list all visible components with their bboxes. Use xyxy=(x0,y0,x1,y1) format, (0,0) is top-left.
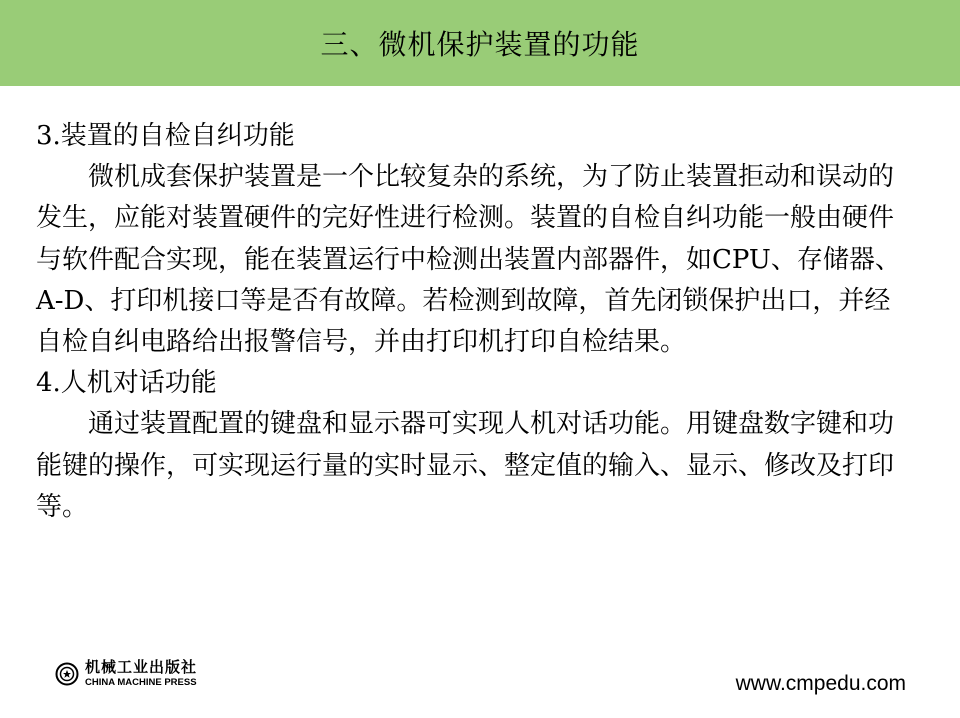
slide-title: 三、微机保护装置的功能 xyxy=(320,28,640,61)
publisher-name-cn: 机械工业出版社 xyxy=(85,658,198,676)
slide-content xyxy=(36,116,916,528)
publisher-logo xyxy=(55,660,197,688)
title-bar xyxy=(0,0,960,86)
section-heading-self-check: 3.装置的自检自纠功能 xyxy=(36,121,295,151)
section-heading-hmi: 4.人机对话功能 xyxy=(36,368,217,399)
publisher-name-en: CHINA MACHINE PRESS xyxy=(85,677,197,688)
paragraph-self-check: 微机成套保护装置是一个比较复杂的系统，为了防止装置拒动和误动的发生，应能对装置硬件的完好性进行检测。装置的自检自纠功能一般由硬件与软件配合实现，能在装置运行中检测出装置内部器件，如CPU、存储器、A-D、打印机接口等是否有故障。若检测到故障，首先闭锁保护出口，并经自检自纠电路给出报警信号，并由打印机打印自检结果。 xyxy=(36,162,901,358)
publisher-url: www.cmpedu.com xyxy=(735,672,906,695)
paragraph-hmi: 通过装置配置的键盘和显示器可实现人机对话功能。用键盘数字键和功能键的操作，可实现运行量的实时显示、整定值的输入、显示、修改及打印等。 xyxy=(36,409,895,522)
publisher-seal-icon xyxy=(55,662,79,686)
